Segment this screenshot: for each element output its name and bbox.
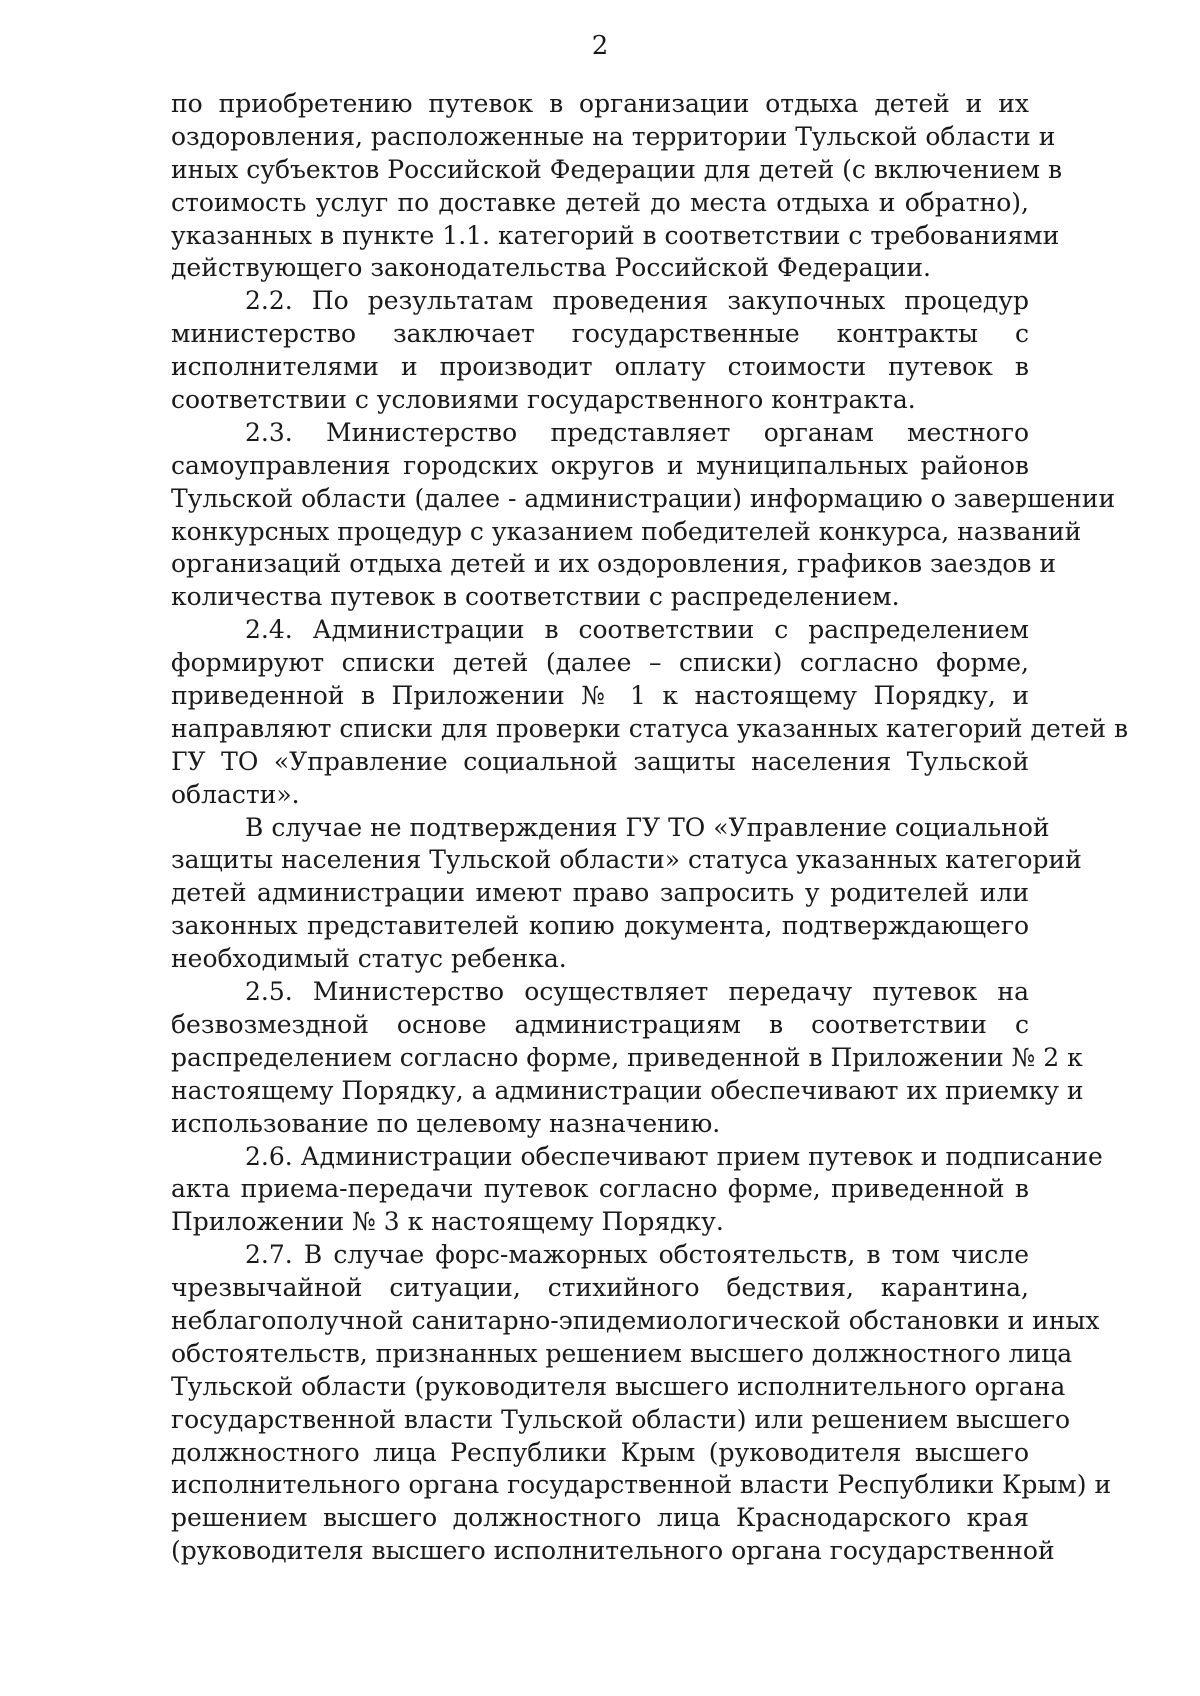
text-line: направляют списки для проверки статуса указанных категорий детей в: [171, 713, 1129, 743]
text-line: чрезвычайной ситуации, стихийного бедствия, карантина,: [171, 1273, 1029, 1303]
text-line: исполнителями и производит оплату стоимости путевок в: [171, 352, 1029, 382]
text-line: государственной власти Тульской области) или решением высшего: [171, 1404, 1071, 1434]
text-line: решением высшего должностного лица Краснодарского края: [171, 1503, 1029, 1533]
text-line: по приобретению путевок в организации отдыха детей и их: [171, 89, 1029, 118]
text-line: 2.3. Министерство представляет органам местного: [245, 417, 1029, 447]
text-line: организаций отдыха детей и их оздоровления, графиков заездов и: [171, 549, 1057, 579]
text-line: формируют списки детей (далее – списки) согласно форме,: [171, 648, 1029, 678]
text-line: неблагополучной санитарно-эпидемиологической обстановки и иных: [171, 1305, 1100, 1335]
text-line: действующего законодательства Российской Федерации.: [171, 253, 931, 283]
text-line: указанных в пункте 1.1. категорий в соответствии с требованиями: [171, 220, 1060, 250]
text-line: самоуправления городских округов и муниципальных районов: [171, 450, 1029, 480]
text-line: использование по целевому назначению.: [171, 1108, 721, 1138]
paragraph-2-5: [171, 976, 1084, 1140]
text-line: оздоровления, расположенные на территории Тульской области и: [171, 121, 1056, 151]
text-line: конкурсных процедур с указанием победителей конкурса, названий: [171, 516, 1082, 546]
text-line: министерство заключает государственные контракты с: [171, 319, 1029, 349]
text-line: детей администрации имеют право запросить у родителей или: [171, 878, 1029, 908]
text-line: настоящему Порядку, а администрации обеспечивают их приемку и: [171, 1075, 1084, 1105]
text-line: В случае не подтверждения ГУ ТО «Управление социальной: [245, 812, 1050, 842]
text-line: 2.4. Администрации в соответствии с распределением: [245, 615, 1029, 645]
page-number: 2: [591, 31, 609, 61]
text-line: 2.6. Администрации обеспечивают прием путевок и подписание: [245, 1141, 1103, 1171]
text-line: Тульской области (руководителя высшего исполнительного органа: [171, 1371, 1066, 1401]
text-line: акта приема-передачи путевок согласно форме, приведенной в: [171, 1174, 1029, 1204]
text-line: (руководителя высшего исполнительного органа государственной: [171, 1536, 1055, 1566]
text-line: соответствии с условиями государственного контракта.: [171, 385, 916, 415]
text-line: необходимый статус ребенка.: [171, 944, 567, 974]
text-line: Тульской области (далее - администрации) информацию о завершении: [171, 483, 1116, 513]
text-line: должностного лица Республики Крым (руководителя высшего: [171, 1437, 1029, 1467]
text-line: 2.7. В случае форс-мажорных обстоятельств, в том числе: [245, 1240, 1029, 1270]
paragraph-case: [171, 812, 1082, 976]
text-line: приведенной в Приложении № 1 к настоящему Порядку, и: [171, 681, 1029, 711]
paragraph-2-3: [171, 417, 1116, 614]
text-line: иных субъектов Российской Федерации для детей (с включением в: [171, 154, 1063, 184]
text-line: Приложении № 3 к настоящему Порядку.: [171, 1207, 724, 1237]
paragraph-2-6: [171, 1141, 1103, 1240]
text-line: исполнительного органа государственной власти Республики Крым) и: [171, 1470, 1112, 1500]
paragraph-2-4: [171, 614, 1129, 811]
text-line: ГУ ТО «Управление социальной защиты населения Тульской: [171, 746, 1029, 776]
text-line: законных представителей копию документа, подтверждающего: [171, 911, 1029, 941]
paragraph-2-7: [171, 1239, 1112, 1568]
text-line: области».: [171, 779, 300, 809]
text-line: защиты населения Тульской области» статуса указанных категорий: [171, 845, 1082, 875]
text-line: 2.5. Министерство осуществляет передачу путевок на: [245, 977, 1029, 1007]
paragraph-2-2: [171, 285, 1029, 417]
text-line: стоимость услуг по доставке детей до места отдыха и обратно),: [171, 187, 1029, 217]
text-line: распределением согласно форме, приведенной в Приложении № 2 к: [171, 1042, 1083, 1072]
text-line: обстоятельств, признанных решением высшего должностного лица: [171, 1338, 1073, 1368]
paragraph-continuation: [171, 88, 1063, 285]
text-line: безвозмездной основе администрациям в соответствии с: [171, 1009, 1029, 1039]
document-body: [171, 88, 1129, 1568]
text-line: 2.2. По результатам проведения закупочных процедур: [245, 286, 1029, 316]
text-line: количества путевок в соответствии с распределением.: [171, 582, 900, 612]
